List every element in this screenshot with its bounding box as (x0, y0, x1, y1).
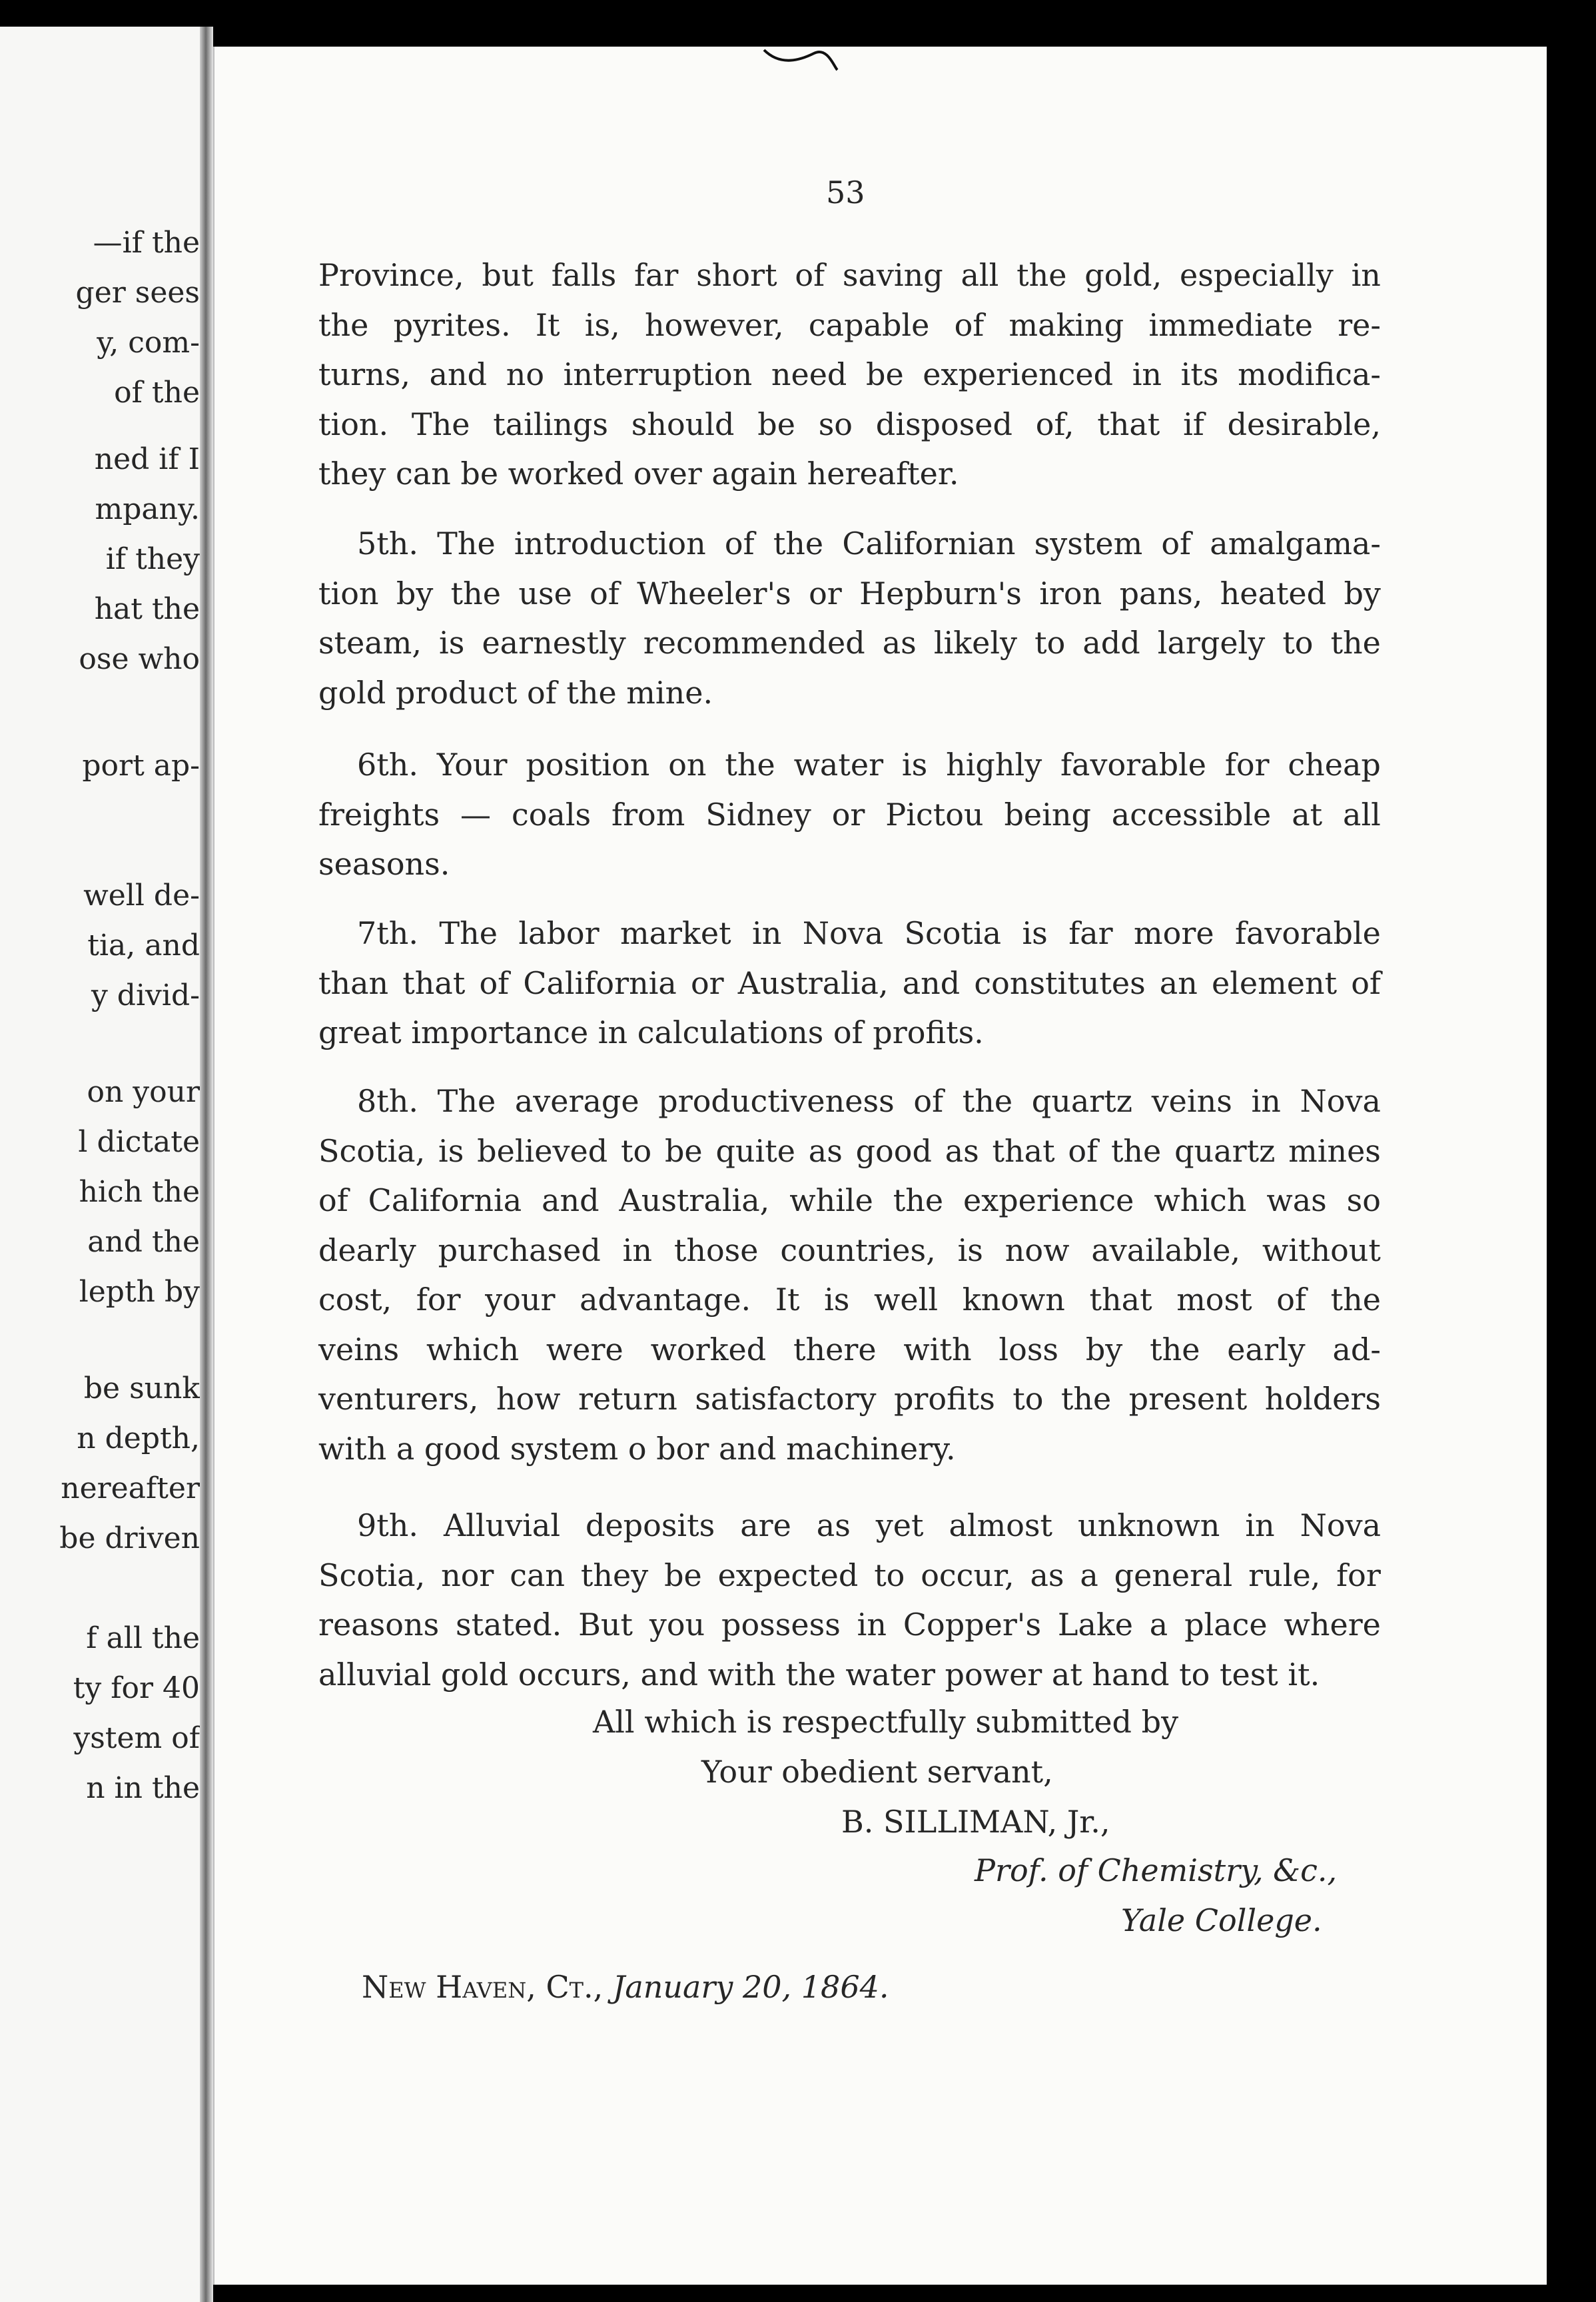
facing-page-line: mpany. (95, 492, 200, 526)
paragraph-5-line: 8th. The average productiveness of the quartz veins in Nova (357, 1083, 1381, 1119)
paragraph-3-line: seasons. (318, 846, 450, 882)
facing-page-line: well de- (83, 879, 200, 913)
facing-page-line: nereafter (61, 1471, 200, 1505)
facing-page-line: ger sees (75, 276, 200, 310)
facing-page-line: lepth by (79, 1275, 200, 1309)
paragraph-6-line: Scotia, nor can they be expected to occur, as a general rule, for (318, 1557, 1381, 1593)
paragraph-6-line: 9th. Alluvial deposits are as yet almost unknown in Nova (357, 1507, 1381, 1543)
facing-page (0, 27, 200, 2302)
facing-page-line: ned if I (94, 442, 200, 476)
book-gutter (200, 27, 213, 2302)
paragraph-1-line: they can be worked over again hereafter. (318, 456, 959, 492)
paragraph-1-line: Province, but falls far short of saving all the gold, especially in (318, 257, 1381, 293)
closing-servant: Your obedient servant, (701, 1754, 1053, 1790)
closing-submitted: All which is respectfully submitted by (593, 1704, 1179, 1740)
paragraph-1-line: tion. The tailings should be so disposed of, that if desirable, (318, 406, 1381, 442)
facing-page-line: hat the (94, 592, 200, 626)
facing-page-line: if they (105, 542, 200, 576)
paragraph-2-line: gold product of the mine. (318, 674, 713, 711)
facing-page-line: of the (114, 376, 200, 410)
facing-page-line: n in the (86, 1771, 200, 1805)
facing-page-line: y, com- (97, 326, 200, 360)
facing-page-line: n depth, (77, 1421, 200, 1455)
paragraph-1-line: turns, and no interruption need be experienced in its modifica- (318, 356, 1381, 392)
facing-page-line: and the (87, 1225, 200, 1259)
signature: B. SILLIMAN, Jr., (841, 1804, 1110, 1840)
paragraph-5-line: Scotia, is believed to be quite as good as that of the quartz mines (318, 1132, 1381, 1169)
paragraph-6-line: reasons stated. But you possess in Copper's Lake a place where (318, 1607, 1381, 1643)
paragraph-4-line: than that of California or Australia, and constitutes an element of (318, 964, 1381, 1001)
ink-mark-icon (761, 47, 841, 73)
facing-page-line: ystem of (73, 1721, 200, 1755)
paragraph-2-line: tion by the use of Wheeler's or Hepburn's iron pans, heated by (318, 575, 1381, 611)
page-number: 53 (826, 175, 865, 210)
facing-page-line: ty for 40 (73, 1671, 200, 1705)
facing-page-line: on your (87, 1075, 200, 1109)
facing-page-line: be driven (59, 1521, 200, 1555)
signature-title: Prof. of Chemistry, &c., (975, 1852, 1338, 1888)
facing-page-line: f all the (86, 1621, 200, 1655)
signature-college: Yale College. (1121, 1902, 1322, 1938)
paragraph-5-line: dearly purchased in those countries, is now available, without (318, 1232, 1381, 1268)
facing-page-line: y divid- (91, 978, 200, 1012)
paragraph-2-line: steam, is earnestly recommended as likely to add largely to the (318, 625, 1381, 661)
paragraph-5-line: cost, for your advantage. It is well known that most of the (318, 1282, 1381, 1318)
paragraph-5-line: venturers, how return satisfactory profits to the present holders (318, 1381, 1381, 1417)
paragraph-5-line: veins which were worked there with loss by the early ad- (318, 1331, 1381, 1367)
facing-page-line: port ap- (82, 749, 200, 783)
dateline-date: January 20, 1864. (612, 1969, 889, 2005)
facing-page-line: ose who (79, 642, 200, 676)
paragraph-1-line: the pyrites. It is, however, capable of making immediate re- (318, 306, 1381, 343)
paragraph-6-line: alluvial gold occurs, and with the water power at hand to test it. (318, 1656, 1320, 1693)
dateline (362, 1969, 889, 2005)
paragraph-3-line: freights — coals from Sidney or Pictou being accessible at all (318, 796, 1381, 833)
facing-page-line: be sunk (83, 1371, 200, 1405)
facing-page-line: l dictate (78, 1125, 200, 1159)
facing-page-line: tia, and (87, 929, 200, 962)
paragraph-2-line: 5th. The introduction of the Californian system of amalgama- (357, 526, 1381, 562)
paragraph-3-line: 6th. Your position on the water is highly favorable for cheap (357, 747, 1381, 783)
paragraph-5-line: with a good system o bor and machinery. (318, 1430, 956, 1467)
paragraph-5-line: of California and Australia, while the experience which was so (318, 1182, 1381, 1218)
facing-page-line: hich the (79, 1175, 200, 1209)
paragraph-4-line: great importance in calculations of profits. (318, 1014, 984, 1050)
facing-page-line: —if the (93, 226, 200, 260)
paragraph-4-line: 7th. The labor market in Nova Scotia is far more favorable (357, 915, 1381, 951)
dateline-place: New Haven, Ct., (362, 1969, 603, 2005)
